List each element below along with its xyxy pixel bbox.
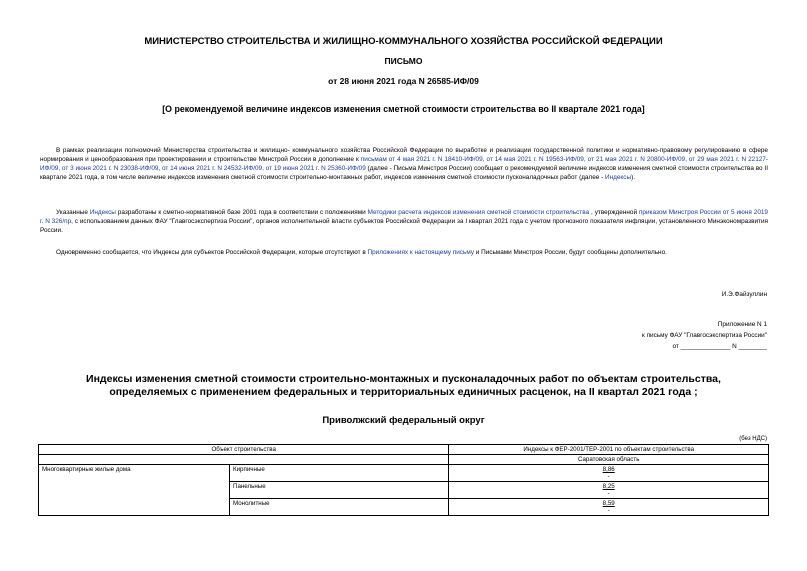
type-cell: Монолитные: [230, 499, 449, 516]
doc-subject: [О рекомендуемой величине индексов изменения сметной стоимости строительства во II квартале 2021 года]: [162, 104, 645, 114]
link-indexes[interactable]: Индексы: [605, 174, 632, 181]
value-cell: 8,25 -: [449, 482, 769, 499]
appendix-line-3: от ______________ N ________: [672, 343, 767, 350]
value-cell: 8,59 -: [449, 499, 769, 516]
region-cell: Саратовская область: [449, 455, 769, 465]
vat-note: (без НДС): [739, 436, 767, 442]
indexes-table: [38, 444, 769, 516]
type-cell: Кирпичные: [230, 465, 449, 482]
value-cell: 8,86 -: [449, 465, 769, 482]
table-header-row: [39, 445, 769, 455]
paragraph-3: Одновременно сообщается, что Индексы для субъектов Российской Федерации, которые отсутствуют в Приложениях к настоящему письму и Письмами Минстроя России, будут сообщены дополнительно.: [56, 249, 667, 256]
ministry-heading: МИНИСТЕРСТВО СТРОИТЕЛЬСТВА И ЖИЛИЩНО-КОММУНАЛЬНОГО ХОЗЯЙСТВА РОССИЙСКОЙ ФЕДЕРАЦИИ: [144, 36, 663, 47]
doc-type: ПИСЬМО: [384, 56, 423, 66]
district-heading: Приволжский федеральный округ: [322, 415, 485, 426]
appendix-line-1: Приложение N 1: [717, 321, 767, 328]
doc-date-number: от 28 июня 2021 года N 26585-ИФ/09: [328, 76, 479, 86]
paragraph-2: Указанные Индексы разработаны к сметно-нормативной базе 2001 года в соответствии с положениями Методики расчета индексов изменения сметной стоимости строительства , утвержденной приказом Минстроя России от 5 июня 2019 г. N 326/пр, с использованием данных ФАУ "Главгосэкспертиза России", органов исполнительной власти субъектов Российской Федерации за I квартал 2021 года с учетом прогнозного показателя инфляции, установленного Минэкономразвития России.: [40, 209, 768, 234]
link-indexes-2[interactable]: Индексы: [89, 209, 116, 216]
object-cell: Многоквартирные жилые дома: [39, 465, 230, 516]
link-appendices[interactable]: Приложениях к настоящему письму: [367, 249, 474, 256]
appendix-line-2: к письму ФАУ "Главгосэкспертиза России": [642, 332, 767, 339]
link-methodology[interactable]: Методики расчета индексов изменения сметной стоимости строительства: [367, 209, 590, 216]
header-object: Объект строительства: [39, 445, 449, 455]
header-indexes: Индексы к ФЕР-2001/ТЕР-2001 по объектам строительства: [449, 445, 769, 455]
signature: И.Э.Файзуллин: [721, 291, 767, 298]
link-order[interactable]: приказом Минстроя России от 5 июня 2019 г. N 326/пр: [40, 209, 768, 225]
table-region-row: [39, 455, 769, 465]
table-row: [39, 465, 769, 482]
type-cell: Панельные: [230, 482, 449, 499]
paragraph-1: В рамках реализации полномочий Министерства строительства и жилищно- коммунального хозяйства Российской Федерации по выработке и реализации государственной политики и нормативно-правовому регулированию в сфере нормирования и ценообразования при проектировании и строительстве Минстрой России в дополнение к письмам от 4 мая 2021 г. N 18410-ИФ/09, от 14 мая 2021 г. N 19563-ИФ/09, от 21 мая 2021 г. N 20800-ИФ/09, от 29 мая 2021 г. N 22127-ИФ/09, от 3 июня 2021 г. N 23038-ИФ/09, от 14 июня 2021 г. N 24532-ИФ/09, от 19 июня 2021 г. N 25360-ИФ/09 (далее - Письма Минстроя России) сообщает о рекомендуемой величине индексов изменения сметной стоимости строительства во II квартале 2021 года, в том числе величине индексов изменения сметной стоимости строительно-монтажных работ, индексов изменения сметной стоимости пусконаладочных работ (далее - Индексы).: [40, 147, 768, 181]
link-letters[interactable]: письмам от 4 мая 2021 г. N 18410-ИФ/09, от 14 мая 2021 г. N 19563-ИФ/09, от 21 мая 2021 г. N 20800-ИФ/09, от 29 мая 2021 г. N 22127-ИФ/09, от 3 июня 2021 г. N 23038-ИФ/09, от 14 июня 2021 г. N 24532-ИФ/09, от 19 июня 2021 г. N 25360-ИФ/09: [40, 156, 768, 172]
table-title: Индексы изменения сметной стоимости строительно-монтажных и пусконаладочных работ по объектам строительства, определяемых с применением федеральных и территориальных единичных расценок, на II квартал 2021 года ;: [86, 373, 721, 398]
